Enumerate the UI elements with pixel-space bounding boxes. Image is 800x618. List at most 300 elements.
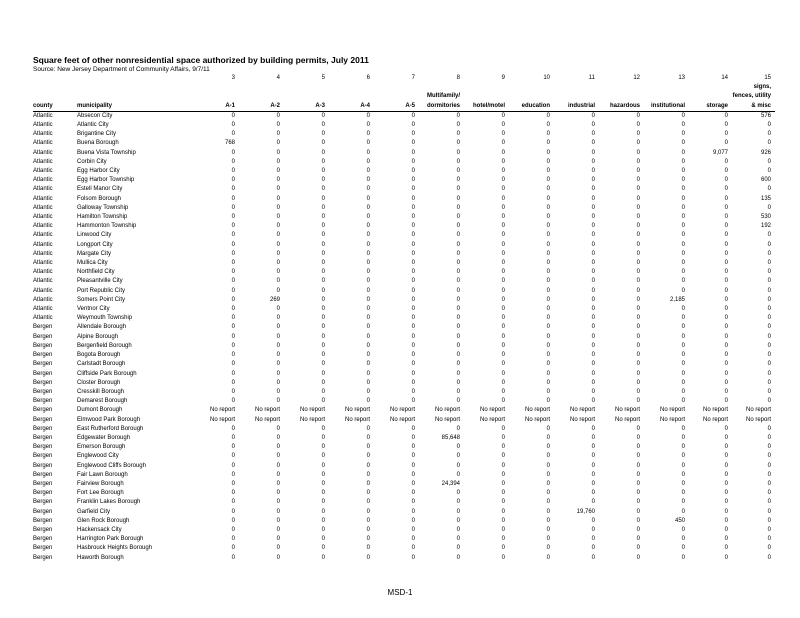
value-cell: 0 [546,149,550,156]
value-cell: 0 [724,214,728,221]
table-row [33,213,775,222]
value-cell: 0 [591,425,595,432]
county-cell: Bergen [33,361,53,368]
value-cell: 0 [681,112,685,119]
value-cell: No report [659,407,685,414]
value-cell: 0 [681,490,685,497]
value-cell: 0 [767,361,771,368]
value-cell: 0 [456,140,460,147]
county-cell: Bergen [33,554,53,561]
value-cell: 0 [321,554,325,561]
value-cell: 0 [276,444,280,451]
value-cell: 0 [724,131,728,138]
value-cell: 0 [681,342,685,349]
value-cell: 0 [501,296,505,303]
value-cell: 0 [546,388,550,395]
value-cell: 0 [276,287,280,294]
value-cell: 0 [411,324,415,331]
value-cell: 768 [224,140,235,147]
value-cell: 0 [724,324,728,331]
municipality-cell: Brigantine City [77,131,117,138]
value-cell: 0 [411,444,415,451]
permits-table [33,74,775,563]
value-cell: 0 [591,241,595,248]
value-cell: 0 [321,517,325,524]
county-cell: Bergen [33,453,53,460]
value-cell: 926 [760,149,771,156]
value-cell: 0 [411,480,415,487]
column-number: 14 [721,75,728,81]
value-cell: 0 [321,434,325,441]
value-cell: 0 [724,342,728,349]
value-cell: 0 [231,250,235,257]
county-cell: Bergen [33,342,53,349]
value-cell: 0 [767,545,771,552]
value-cell: 0 [591,398,595,405]
county-cell: Bergen [33,379,53,386]
value-cell: 600 [760,177,771,184]
value-cell: 0 [501,453,505,460]
value-cell: 19,760 [576,508,595,515]
value-cell: 269 [269,296,280,303]
county-cell: Atlantic [33,315,53,322]
value-cell: 0 [411,168,415,175]
county-cell: Atlantic [33,158,53,165]
county-cell: Atlantic [33,131,53,138]
value-cell: 0 [321,490,325,497]
value-cell: 0 [411,241,415,248]
value-cell: 0 [636,122,640,129]
value-cell: 0 [591,131,595,138]
table-row [33,305,775,314]
municipality-cell: Linwood City [77,232,112,239]
value-cell: 0 [767,352,771,359]
value-cell: 0 [231,260,235,267]
value-cell: 0 [411,398,415,405]
value-cell: 0 [681,526,685,533]
table-row [33,489,775,498]
column-header: signs, fences, utility & misc [732,83,775,111]
municipality-cell: Closter Borough [77,379,121,386]
municipality-cell: Hammonton Township [77,223,137,230]
municipality-cell: Bergenfield Borough [77,342,132,349]
value-cell: 0 [546,186,550,193]
value-cell: 0 [456,388,460,395]
value-cell: 0 [456,545,460,552]
value-cell: 0 [456,444,460,451]
value-cell: 0 [366,122,370,129]
value-cell: 0 [366,425,370,432]
county-cell: Bergen [33,536,53,543]
value-cell: 0 [321,379,325,386]
value-cell: 0 [321,361,325,368]
value-cell: 0 [276,554,280,561]
value-cell: 0 [546,398,550,405]
value-cell: 0 [636,554,640,561]
value-cell: 0 [591,296,595,303]
value-cell: 0 [456,158,460,165]
value-cell: 0 [456,508,460,515]
value-cell: 0 [636,490,640,497]
value-cell: 0 [366,260,370,267]
municipality-cell: Hamilton Township [77,214,128,221]
value-cell: 0 [276,517,280,524]
table-row [33,360,775,369]
value-cell: 0 [767,342,771,349]
value-cell: No report [389,407,415,414]
value-cell: 0 [366,379,370,386]
value-cell: 0 [231,462,235,469]
value-cell: 0 [456,149,460,156]
value-cell: 0 [767,508,771,515]
value-cell: 0 [767,186,771,193]
table-row [33,241,775,250]
table-row [33,517,775,526]
value-cell: 0 [591,480,595,487]
municipality-cell: Pleasantville City [77,278,123,285]
value-cell: 0 [546,223,550,230]
value-cell: 0 [276,269,280,276]
column-number: 8 [456,75,460,81]
municipality-cell: Elmwood Park Borough [77,416,141,423]
county-cell: Atlantic [33,232,53,239]
value-cell: 0 [411,315,415,322]
value-cell: 0 [456,398,460,405]
value-cell: 0 [767,480,771,487]
value-cell: 0 [546,296,550,303]
value-cell: 0 [636,195,640,202]
value-cell: 0 [456,214,460,221]
value-cell: 0 [231,186,235,193]
value-cell: 0 [366,306,370,313]
value-cell: 0 [724,536,728,543]
value-cell: 0 [231,278,235,285]
value-cell: 0 [411,278,415,285]
value-cell: 0 [366,545,370,552]
municipality-cell: Margate City [77,250,112,257]
value-cell: 0 [546,480,550,487]
table-row [33,535,775,544]
value-cell: 0 [681,232,685,239]
table-row [33,425,775,434]
value-cell: 0 [501,112,505,119]
value-cell: 0 [681,287,685,294]
value-cell: 0 [767,425,771,432]
value-cell: 0 [546,131,550,138]
column-number: 7 [411,75,415,81]
value-cell: 0 [321,204,325,211]
value-cell: 0 [546,517,550,524]
value-cell: 0 [591,186,595,193]
county-cell: Bergen [33,434,53,441]
value-cell: 0 [276,214,280,221]
value-cell: 0 [636,536,640,543]
value-cell: 0 [231,195,235,202]
value-cell: 0 [591,250,595,257]
table-row [33,268,775,277]
value-cell: 0 [724,471,728,478]
value-cell: 0 [636,186,640,193]
value-cell: 0 [276,333,280,340]
value-cell: 0 [411,361,415,368]
value-cell: 0 [366,370,370,377]
value-cell: 0 [366,223,370,230]
value-cell: 0 [767,324,771,331]
value-cell: 0 [501,434,505,441]
value-cell: 0 [456,499,460,506]
table-row [33,195,775,204]
value-cell: 0 [366,508,370,515]
value-cell: 0 [724,296,728,303]
value-cell: 0 [231,158,235,165]
county-cell: Bergen [33,333,53,340]
table-row [33,176,775,185]
value-cell: 0 [681,361,685,368]
value-cell: 0 [276,232,280,239]
value-cell: 0 [546,287,550,294]
value-cell: 0 [546,177,550,184]
value-cell: 0 [636,241,640,248]
value-cell: No report [344,416,370,423]
value-cell: 0 [456,333,460,340]
value-cell: No report [745,407,771,414]
value-cell: 0 [231,177,235,184]
county-cell: Bergen [33,490,53,497]
value-cell: 0 [321,352,325,359]
value-cell: No report [209,416,235,423]
county-cell: Atlantic [33,278,53,285]
value-cell: 0 [591,370,595,377]
value-cell: No report [434,407,460,414]
value-cell: 0 [591,204,595,211]
value-cell: 0 [546,526,550,533]
value-cell: 0 [456,195,460,202]
value-cell: 0 [636,471,640,478]
value-cell: 0 [321,508,325,515]
value-cell: 0 [681,333,685,340]
value-cell: 0 [456,250,460,257]
county-cell: Atlantic [33,204,53,211]
county-cell: Atlantic [33,250,53,257]
value-cell: 0 [231,269,235,276]
value-cell: 0 [411,122,415,129]
value-cell: 0 [366,241,370,248]
value-cell: 0 [767,536,771,543]
value-cell: 0 [456,361,460,368]
value-cell: 0 [767,250,771,257]
value-cell: 0 [681,214,685,221]
value-cell: 0 [276,131,280,138]
table-row [33,296,775,305]
value-cell: 0 [546,250,550,257]
value-cell: 0 [591,342,595,349]
value-cell: 0 [724,554,728,561]
value-cell: 0 [276,490,280,497]
value-cell: 0 [681,223,685,230]
value-cell: 0 [724,241,728,248]
table-row [33,139,775,148]
value-cell: 0 [231,499,235,506]
value-cell: 0 [501,342,505,349]
value-cell: 530 [760,214,771,221]
value-cell: 0 [724,545,728,552]
value-cell: 0 [724,140,728,147]
value-cell: 0 [321,333,325,340]
value-cell: 0 [501,195,505,202]
value-cell: 0 [501,526,505,533]
value-cell: 0 [636,223,640,230]
county-cell: Bergen [33,462,53,469]
value-cell: 0 [456,223,460,230]
value-cell: 0 [724,370,728,377]
value-cell: 0 [546,269,550,276]
value-cell: 0 [681,462,685,469]
value-cell: 0 [411,269,415,276]
value-cell: 576 [760,112,771,119]
value-cell: 0 [546,195,550,202]
value-cell: 0 [681,260,685,267]
value-cell: 0 [321,296,325,303]
value-cell: 0 [636,158,640,165]
value-cell: 0 [501,545,505,552]
value-cell: 0 [636,398,640,405]
value-cell: 0 [456,554,460,561]
value-cell: 0 [501,278,505,285]
column-number: 11 [588,75,595,81]
value-cell: 0 [276,112,280,119]
value-cell: 0 [501,333,505,340]
value-cell: 0 [591,287,595,294]
value-cell: 0 [231,324,235,331]
municipality-cell: Fair Lawn Borough [77,471,128,478]
value-cell: 0 [501,315,505,322]
value-cell: 0 [724,388,728,395]
value-cell: 0 [546,352,550,359]
value-cell: 0 [411,140,415,147]
value-cell: 0 [411,287,415,294]
value-cell: 0 [767,453,771,460]
value-cell: 0 [501,490,505,497]
value-cell: 0 [321,278,325,285]
value-cell: 0 [724,333,728,340]
county-cell: Bergen [33,508,53,515]
value-cell: 0 [636,140,640,147]
municipality-cell: Harrington Park Borough [77,536,144,543]
value-cell: 0 [411,352,415,359]
value-cell: 0 [681,444,685,451]
value-cell: 0 [411,425,415,432]
value-cell: 0 [636,352,640,359]
value-cell: 0 [636,480,640,487]
value-cell: 0 [767,499,771,506]
value-cell: 0 [591,545,595,552]
value-cell: 0 [231,434,235,441]
value-cell: 0 [231,526,235,533]
value-cell: 0 [411,379,415,386]
value-cell: 0 [231,131,235,138]
value-cell: 0 [681,158,685,165]
municipality-cell: East Rutherford Borough [77,425,144,432]
table-row [33,167,775,176]
value-cell: 0 [636,250,640,257]
value-cell: 0 [501,499,505,506]
value-cell: 0 [231,545,235,552]
value-cell: 0 [231,554,235,561]
value-cell: 0 [366,168,370,175]
table-row [33,314,775,323]
value-cell: 0 [724,223,728,230]
value-cell: No report [524,407,550,414]
value-cell: 0 [591,499,595,506]
value-cell: 0 [546,453,550,460]
value-cell: 0 [366,315,370,322]
value-cell: No report [702,407,728,414]
county-cell: Atlantic [33,140,53,147]
value-cell: 0 [501,352,505,359]
value-cell: 0 [231,536,235,543]
value-cell: 0 [231,168,235,175]
value-cell: 0 [231,480,235,487]
value-cell: 0 [321,287,325,294]
value-cell: 0 [767,490,771,497]
value-cell: 0 [321,158,325,165]
value-cell: 0 [411,370,415,377]
value-cell: 0 [456,453,460,460]
municipality-cell: Carlstadt Borough [77,361,126,368]
value-cell: 0 [276,223,280,230]
value-cell: 0 [366,140,370,147]
value-cell: 0 [681,453,685,460]
value-cell: 0 [366,112,370,119]
value-cell: 24,394 [441,480,460,487]
value-cell: 0 [767,269,771,276]
value-cell: 0 [546,471,550,478]
municipality-cell: Port Republic City [77,287,126,294]
value-cell: 0 [411,554,415,561]
value-cell: 0 [456,379,460,386]
value-cell: 0 [366,453,370,460]
county-cell: Bergen [33,416,53,423]
municipality-cell: Englewood Cliffs Borough [77,462,146,469]
value-cell: 0 [501,480,505,487]
table-row [33,498,775,507]
municipality-cell: Alpine Borough [77,333,119,340]
value-cell: No report [299,407,325,414]
value-cell: 0 [456,370,460,377]
value-cell: 0 [231,287,235,294]
value-cell: 0 [276,508,280,515]
value-cell: 0 [636,453,640,460]
column-number-row [33,74,775,83]
value-cell: 192 [760,223,771,230]
municipality-cell: Haworth Borough [77,554,124,561]
table-row [33,480,775,489]
table-row [33,149,775,158]
municipality-cell: Cliffside Park Borough [77,370,137,377]
value-cell: 0 [411,342,415,349]
value-cell: 0 [767,444,771,451]
value-cell: No report [479,416,505,423]
value-cell: 0 [591,333,595,340]
county-cell: Bergen [33,352,53,359]
column-number: 4 [276,75,280,81]
value-cell: 0 [724,195,728,202]
value-cell: 0 [276,241,280,248]
value-cell: 0 [546,168,550,175]
value-cell: 0 [636,296,640,303]
municipality-cell: Garfield City [77,508,111,515]
county-cell: Bergen [33,499,53,506]
